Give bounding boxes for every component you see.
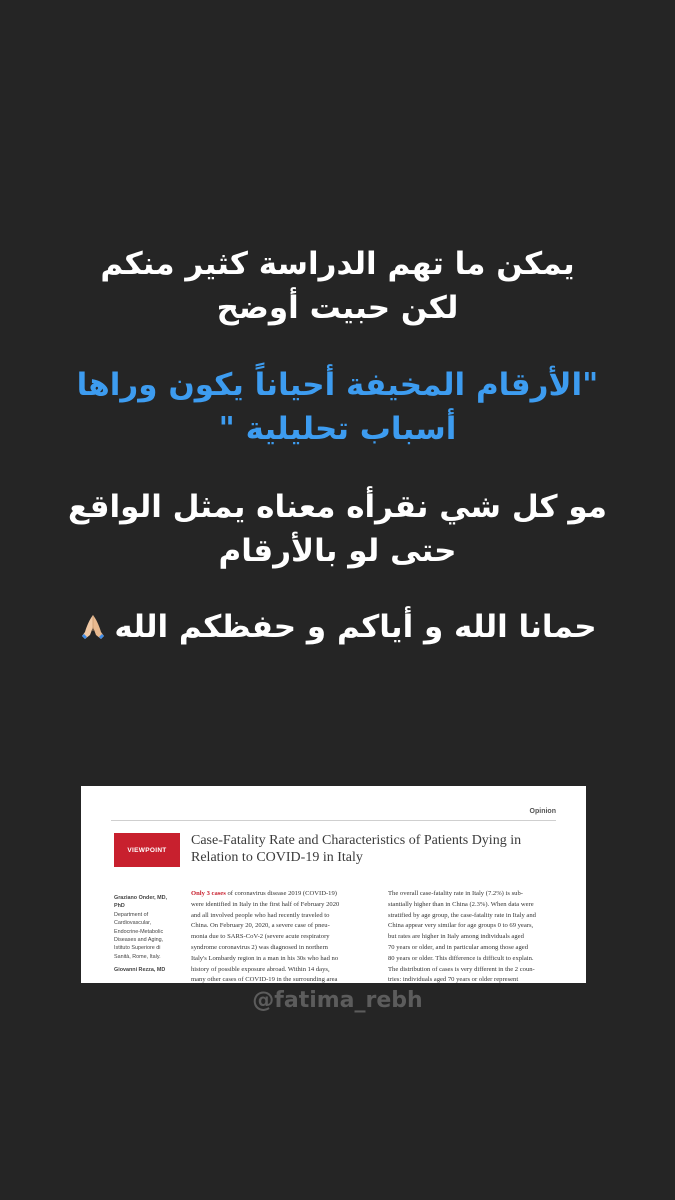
paper-line: monia due to SARS-CoV-2 (severe acute respiratory [191,933,330,941]
prayer-text: حمانا الله و أياكم و حفظكم الله [114,609,597,645]
paper-line: syndrome coronavirus 2) was diagnosed in northern [191,943,328,951]
paper-title-line: Relation to COVID-19 in Italy [191,850,363,865]
story-line: حتى لو بالأرقام [218,533,457,569]
story-line: "الأرقام المخيفة أحياناً يكون وراها [76,367,599,403]
author-line: Endocrine-Metabolic [114,928,164,935]
paper-line: The overall case-fatality rate in Italy (7.2%) is sub- [388,890,523,897]
paper-excerpt-image [81,786,586,983]
paper-line: 80 years or older. This difference is difficult to explain. [388,954,534,962]
author-line: Department of [114,911,149,918]
author-line: Graziano Onder, MD, [114,895,168,901]
paper-section-label: Opinion [529,808,556,815]
viewpoint-badge: VIEWPOINT [114,833,180,867]
story-line: يمكن ما تهم الدراسة كثير منكم [100,246,575,282]
paper-line: history of possible exposure abroad. Within 14 days, [191,965,330,973]
paper-line: stratified by age group, the case-fatality rate in Italy and [388,911,536,919]
story-line [40,605,635,649]
author-line: Sanità, Rome, Italy. [114,953,161,960]
paper-title-line: Case-Fatality Rate and Characteristics of Patients Dying in [191,833,522,848]
paper-line-text: of coronavirus disease 2019 (COVID-19) [225,890,337,897]
paper-lead-text: Only 3 cases [191,890,226,897]
paper-column-right [388,889,563,983]
paper-line: China. On February 20, 2020, a severe case of pneu- [191,922,330,930]
paper-line: Italy's Lombardy region in a man in his 30s who had no [191,954,339,962]
paper-line: but rates are higher in Italy among individuals aged [388,933,524,941]
paper-divider [111,820,556,821]
paper-line [191,889,366,900]
story-line: لكن حبيت أوضح [216,290,459,326]
paper-line: 70 years or older, and in particular among those aged [388,943,528,951]
story-text-quote [40,363,635,451]
author-line: PhD [114,903,125,910]
paper-line: stantially higher than in China (2.3%). When data were [388,900,534,908]
paper-line: tries: individuals aged 70 years or older represent [388,976,519,983]
story-line: أسباب تحليلية " [218,411,457,447]
story-text-note [40,485,635,573]
paper-line: and all involved people who had recently traveled to [191,911,330,919]
author-line: Diseases and Aging, [114,937,164,944]
author-line: Istituto Superiore di [114,945,161,952]
folded-hands-icon [78,612,108,642]
story-text-prayer [40,605,635,649]
paper-title [191,832,561,866]
paper-line: were identified in Italy in the first half of February 2020 [191,900,340,908]
author-line: Giovanni Rezza, MD [114,967,166,974]
story-text-intro [40,242,635,330]
paper-line: China appear very similar for age groups 0 to 69 years, [388,922,534,930]
story-line: مو كل شي نقرأه معناه يمثل الواقع [68,489,607,525]
paper-column-left [191,889,366,983]
paper-line: The distribution of cases is very different in the 2 coun- [388,965,535,973]
paper-authors [114,894,176,975]
author-line: Cardiovascular, [114,920,152,927]
username-watermark: @fatima_rebh [252,988,423,1013]
paper-line: many other cases of COVID-19 in the surrounding area [191,976,338,983]
